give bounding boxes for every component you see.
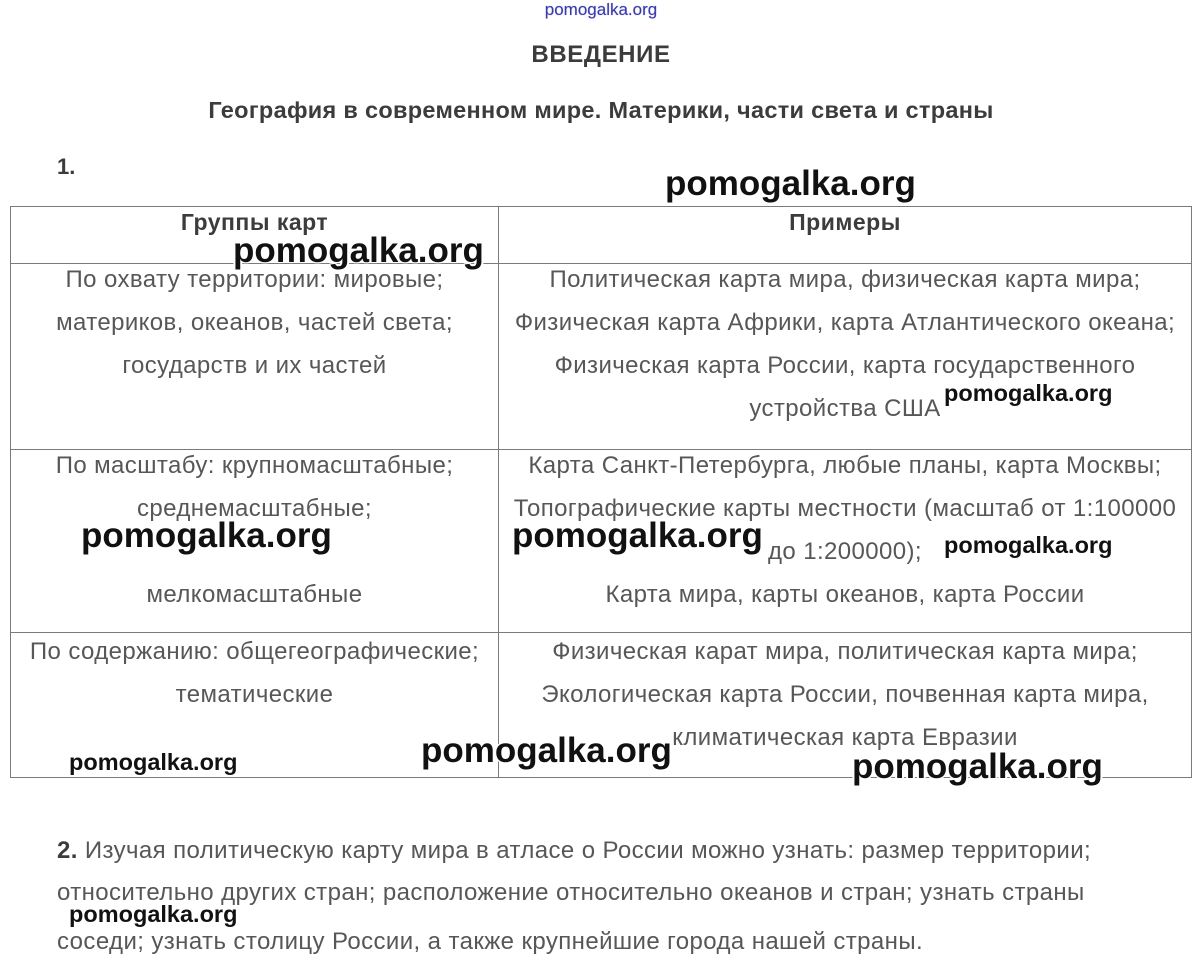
table-header-examples [499,207,1191,264]
map-groups-table [10,206,1192,778]
watermark: pomogalka.org [421,731,672,770]
cell-line: климатическая карта Евразии [672,723,1018,751]
task-2-line: относительно других стран; расположение относительно океанов и стран; узнать страны [57,879,1085,906]
cell-line: мелкомасштабные [146,581,363,609]
cell-lines [11,258,498,388]
cell-line: среднемасштабные; [136,494,372,522]
cell-line: Физическая карта России, карта государственного [554,351,1136,379]
cell-line: Карта Санкт-Петербурга, любые планы, карта Москвы; [528,451,1162,479]
cell-line: Карта мира, карты океанов, карта России [605,581,1085,609]
site-link[interactable]: pomogalka.org [544,0,658,19]
task-2-number: 2. [57,837,78,864]
section-title: ВВЕДЕНИЕ [531,41,671,68]
watermark: pomogalka.org [69,749,238,775]
watermark: pomogalka.org [852,747,1103,786]
cell-line: Экологическая карта России, почвенная карта мира, [541,680,1149,708]
task-2-line [57,836,1091,866]
cell-line: Топографические карты местности (масштаб от 1:100000 [513,494,1177,522]
table-cell-examples [499,264,1191,450]
watermark: pomogalka.org [944,380,1113,406]
watermark: pomogalka.org [944,532,1113,558]
task-1-number: 1. [57,154,76,179]
cell-line: По содержанию: общегеографические; [29,637,480,665]
header-label-examples: Примеры [789,208,901,235]
cell-line: Физическая карат мира, политическая карта мира; [552,637,1138,665]
cell-line: тематические [175,680,334,708]
watermark: pomogalka.org [512,516,763,555]
header-label-groups: Группы карт [180,208,329,235]
cell-line: По охвату территории: мировые; [65,265,444,293]
watermark: pomogalka.org [233,231,484,270]
task-2-line: соседи; узнать столицу России, а также крупнейшие города нашей страны. [57,928,924,955]
cell-lines [11,630,498,716]
task-2-text: Изучая политическую карту мира в атласе о России можно узнать: размер территории; [84,837,1092,864]
cell-line: устройства США [749,395,941,423]
cell-line: материков, океанов, частей света; [56,308,453,336]
table-cell-group [11,264,499,450]
cell-line: По масштабу: крупномасштабные; [55,451,454,479]
watermark: pomogalka.org [665,164,916,203]
section-subtitle: География в современном мире. Материки, части света и страны [208,97,994,123]
cell-line: Политическая карта мира, физическая карта мира; [549,265,1141,293]
watermark: pomogalka.org [81,516,332,555]
cell-line: государств и их частей [122,351,387,379]
watermark: pomogalka.org [69,901,238,927]
cell-line: до 1:200000); [768,537,922,565]
cell-line: Физическая карта Африки, карта Атлантического океана; [514,308,1176,336]
header-lines [499,201,1191,244]
